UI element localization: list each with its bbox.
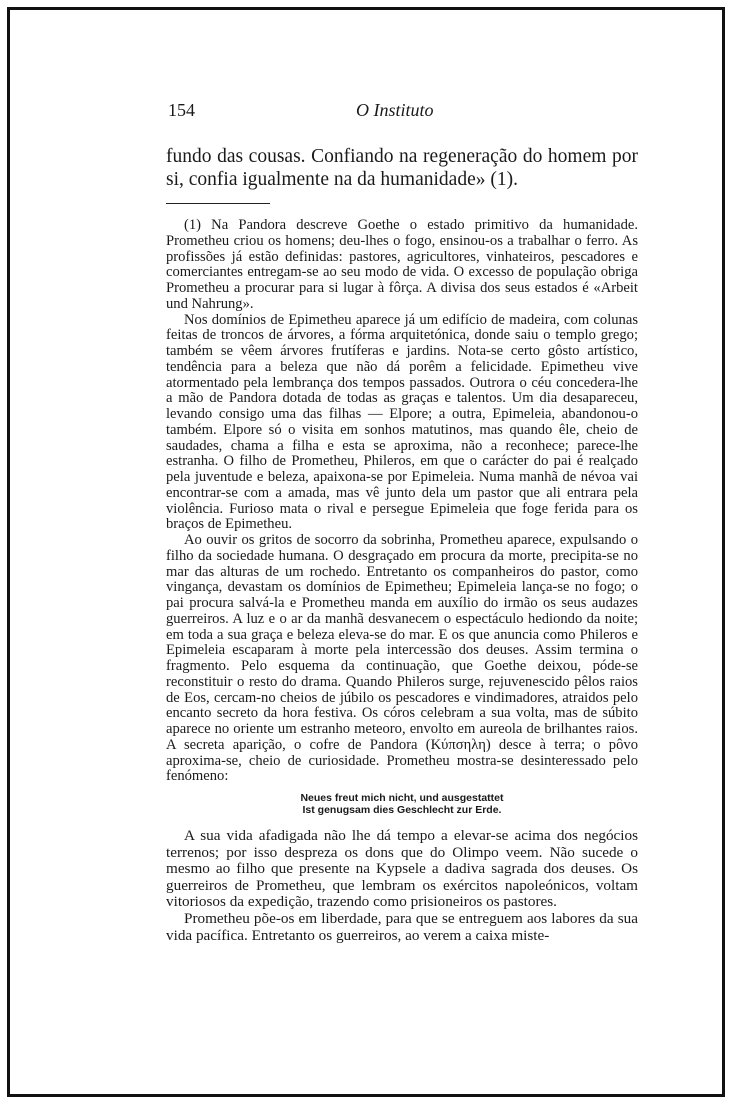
quote-line: Neues freut mich nicht, und ausgestattet <box>300 792 504 804</box>
page-number: 154 <box>168 100 195 120</box>
footnote-paragraph: Nos domínios de Epimetheu aparece já um edifício de madeira, com colunas feitas de troncos de árvores, a fórma arquitetónica, donde saiu o templo grego; também se vêem árvores frutíferas e jardins. Nota-se certo gôsto artístico, tendência para a beleza que não dá porêm a felicidade. Epimetheu vive atormentado pela lembrança dos tempos passados. Outrora o céu concedera-lhe a mão de Pandora dotada de todas as graças e talentos. Um dia desapareceu, levando consigo uma das filhas — Elpore; a outra, Epimeleia, abandonou-o também. Elpore só o visita em sonhos matutinos, mas quando êle, cheio de saudades, chama a filha e esta se aproxima, não a reconhece; parece-lhe estranha. O filho de Prometheu, Phileros, em que o carácter do pai é realçado pela juventude e beleza, apaixona-se por Epimeleia. Numa manhã de névoa vai encontrar-se com a amada, mas vê junto dela um pastor que ali entrara pela violência. Furioso mata o rival e persegue Epimeleia que foge ferida para os braços de Epimetheu. <box>166 311 638 533</box>
footnote <box>166 218 638 944</box>
main-text: fundo das cousas. Confiando na regeneração do homem por si, confia igualmente na da humanidade» (1). <box>166 146 638 190</box>
footnote-paragraph: Ao ouvir os gritos de socorro da sobrinha, Prometheu aparece, expulsando o filho da sociedade humana. O desgraçado em procura da morte, precipita-se no mar das alturas de um rochedo. Entretanto os companheiros do pastor, como vingança, devastam os domínios de Epimetheu; Epimeleia lança-se no fogo; o pai procura salvá-la e Prometheu manda em auxílio do irmão os seus audazes guerreiros. A luz e o ar da manhã desvanecem o espectáculo hediondo da noite; em toda a sua graça e beleza eleva-se do mar. E os que anuncia como Phileros e Epimeleia escaparam à morte pela intercessão dos deuses. Assim termina o fragmento. Pelo esquema da continuação, que Goethe deixou, póde-se reconstituir o resto do drama. Quando Phileros surge, rejuvenescido pêlos raios de Eos, cercam-no cheios de júbilo os pescadores e vindimadores, atraidos pelo encanto secreto da hora festiva. Os córos celebram a sua volta, mas de súbito aparece no oriente um estranho meteoro, envolto em aureola de brilhantes raios. A secreta aparição, o cofre de Pandora (Κύπσηλη) desce à terra; o pôvo aproxima-se, cheio de curiosidade. Prometheu mostra-se desinteressado pelo fenómeno: <box>166 532 638 785</box>
footnote-paragraph: Prometheu põe-os em liberdade, para que se entreguem aos labores da sua vida pacífica. Entretanto os guerreiros, ao verem a caixa miste- <box>166 909 638 944</box>
page-header <box>168 100 636 124</box>
footnote-paragraph: A sua vida afadigada não lhe dá tempo a elevar-se acima dos negócios terrenos; por isso despreza os dons que do Olimpo veem. Não sucede o mesmo ao filho que presente na Kypsele a dadiva sagrada dos deuses. Os guerreiros de Prometheu, que lembram os exércitos napoleónicos, voltam vitoriosos da expedição, trazendo como prisioneiros os pastores. <box>166 827 638 911</box>
quote-line: Ist genugsam dies Geschlecht zur Erde. <box>302 804 502 816</box>
footnote-paragraph: (1) Na Pandora descreve Goethe o estado primitivo da humanidade. Prometheu criou os homens; deu-lhes o fogo, ensinou-os a trabalhar o ferro. As profissões já estão definidas: pastores, agricultores, vinhateiros, pescadores e comerciantes entregam-se ao seu modo de vida. O excesso de população obriga Prometheu a procurar para si lugar à fôrça. A divisa dos seus estados é «Arbeit und Nahrung». <box>166 217 638 312</box>
german-quote <box>166 792 638 816</box>
footnote-rule <box>166 203 270 204</box>
running-title: O Instituto <box>356 100 434 120</box>
